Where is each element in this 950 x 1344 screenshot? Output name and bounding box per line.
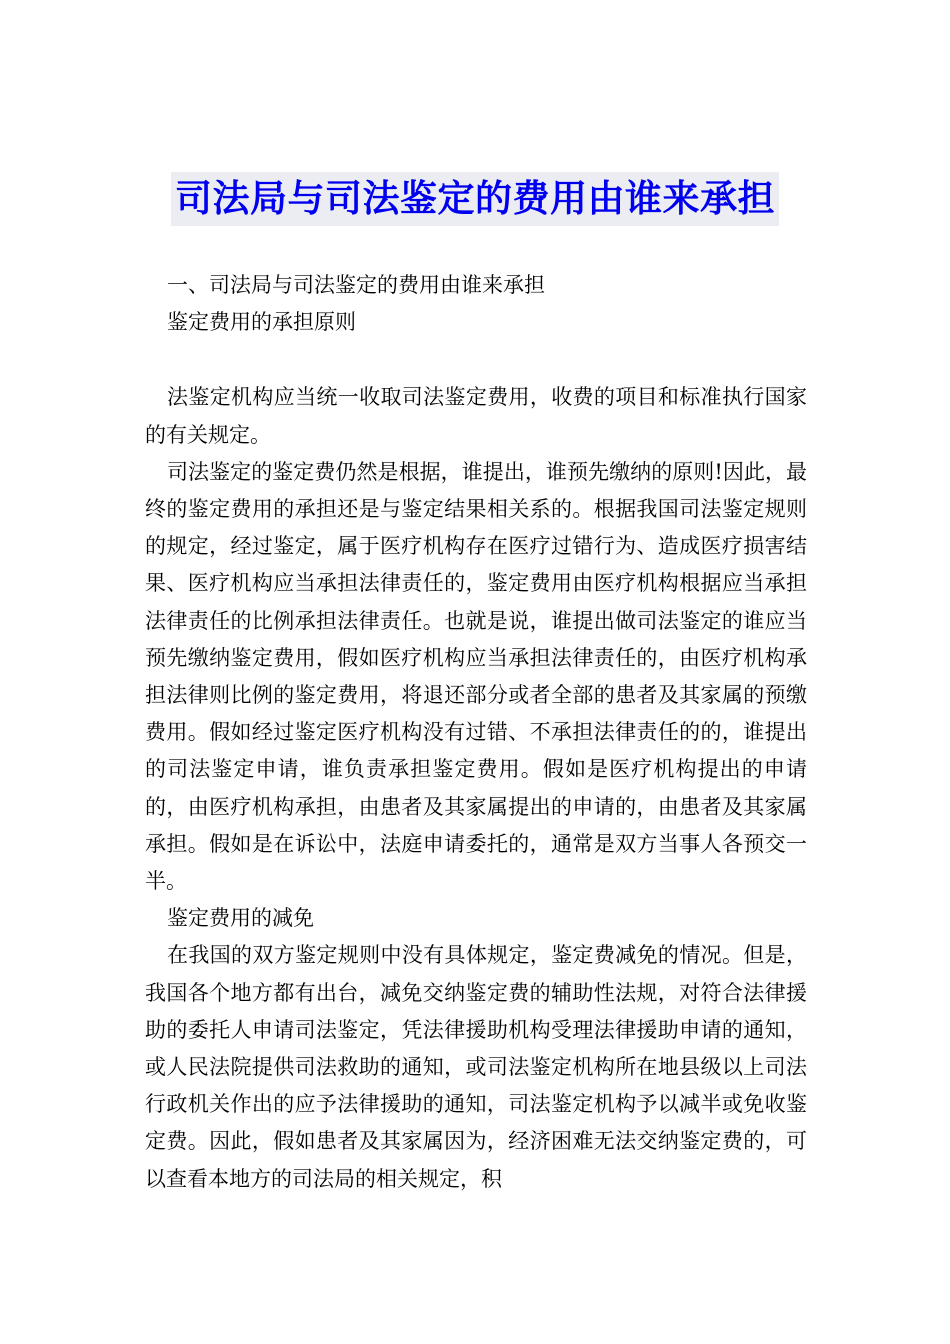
paragraph-fee-reduction: 在我国的双方鉴定规则中没有具体规定，鉴定费减免的情况。但是，我国各个地方都有出台，减免交纳鉴定费的辅助性法规，对符合法律援助的委托人申请司法鉴定，凭法律援助机构受理法律援助申请的通知，或人民法院提供司法救助的通知，或司法鉴定机构所在地县级以上司法行政机关作出的应予法律援助的通知，司法鉴定机构予以减半或免收鉴定费。因此，假如患者及其家属因为，经济困难无法交纳鉴定费的，可以查看本地方的司法局的相关规定，积 <box>145 943 807 1191</box>
blank-line <box>145 341 807 379</box>
document-body <box>145 267 807 1198</box>
subheading-fee-reduction: 鉴定费用的减免 <box>167 906 314 931</box>
title-container <box>0 172 950 226</box>
document-title: 司法局与司法鉴定的费用由谁来承担 <box>171 172 779 226</box>
section-heading: 一、司法局与司法鉴定的费用由谁来承担 <box>167 273 545 297</box>
subheading-cost-principle: 鉴定费用的承担原则 <box>167 310 356 335</box>
paragraph-fee-responsibility: 司法鉴定的鉴定费仍然是根据，谁提出，谁预先缴纳的原则!因此，最终的鉴定费用的承担还是与鉴定结果相关系的。根据我国司法鉴定规则的规定，经过鉴定，属于医疗机构存在医疗过错行为、造成医疗损害结果、医疗机构应当承担法律责任的，鉴定费用由医疗机构根据应当承担法律责任的比例承担法律责任。也就是说，谁提出做司法鉴定的谁应当预先缴纳鉴定费用，假如医疗机构应当承担法律责任的，由医疗机构承担法律则比例的鉴定费用，将退还部分或者全部的患者及其家属的预缴费用。假如经过鉴定医疗机构没有过错、不承担法律责任的的，谁提出的司法鉴定申请，谁负责承担鉴定费用。假如是医疗机构提出的申请的，由医疗机构承担，由患者及其家属提出的申请的，由患者及其家属承担。假如是在诉讼中，法庭申请委托的，通常是双方当事人各预交一半。 <box>145 459 807 894</box>
paragraph-fee-collection: 法鉴定机构应当统一收取司法鉴定费用，收费的项目和标准执行国家的有关规定。 <box>145 385 807 447</box>
